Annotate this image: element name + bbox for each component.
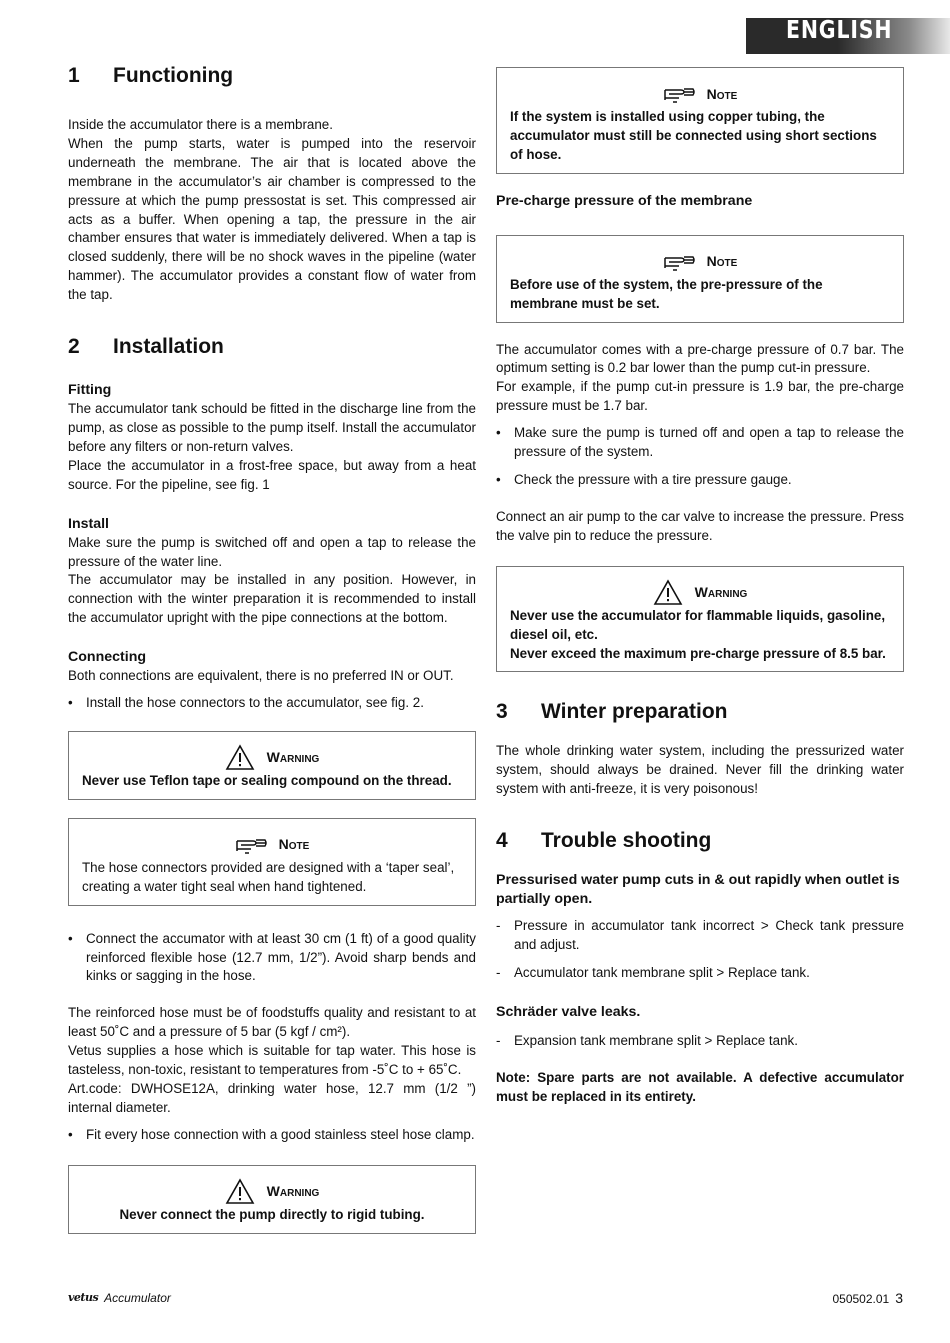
subheading-fitting: Fitting	[68, 382, 112, 399]
warning-label: Warning	[266, 1183, 320, 1200]
paragraph: The accumulator may be installed in any position. However, in connection with the winter preparation it is recommended to install the accumulator upright with the pipe connections at the bottom.	[68, 572, 476, 626]
paragraph: The accumulator tank schould be fitted in the discharge line from the pump, as close as possible to the pump itself. Install the accumulator before any filters or non-return valves.	[68, 401, 476, 454]
dash-list	[496, 917, 904, 983]
warning-box-rigid-tubing	[68, 1165, 476, 1234]
paragraph: When the pump starts, water is pumped into the reservoir underneath the membrane. The air that is located above the membrane in the accumulator’s air chamber is compressed to the pressure at which the pump pressostat is set. This compressed air acts as a buffer. When opening a tap, the pressure in the air chamber ensures that water is immediately delivered. When a tap is closed suddenly, there will be no shock waves in the pipeline (water hammer). The accumulator provides a constant flow of water from the tap.	[68, 135, 476, 303]
right-column	[496, 67, 904, 1107]
list-item: • Connect the accumator with at least 30 cm (1 ft) of a good quality reinforced flexible hose (12.7 mm, 1/2”). Avoid sharp bends and kinks or sagging in the hose.	[68, 930, 476, 987]
paragraph: Art.code: DWHOSE12A, drinking water hose, 12.7 mm (1/2 ”) internal diameter.	[68, 1081, 476, 1115]
warning-text: Never connect the pump directly to rigid tubing.	[119, 1206, 425, 1222]
list-item: • Check the pressure with a tire pressure gauge.	[496, 471, 904, 490]
paragraph: The accumulator comes with a pre-charge pressure of 0.7 bar. The optimum setting is 0.2 bar lower than the pump cut-in pressure.	[496, 341, 904, 376]
warning-header	[82, 1178, 462, 1206]
list-item: • Make sure the pump is turned off and open a tap to release the pressure of the system.	[496, 424, 904, 462]
warning-triangle-icon	[225, 1178, 255, 1205]
language-tab	[746, 15, 950, 54]
pointing-hand-icon	[663, 252, 695, 272]
paragraph: Inside the accumulator there is a membrane.	[68, 117, 333, 132]
note-box-copper	[496, 67, 904, 174]
note-header	[510, 80, 890, 108]
list-item: - Pressure in accumulator tank incorrect > Check tank pressure and adjust.	[496, 917, 904, 955]
footer-left	[68, 1289, 171, 1308]
section-title: Installation	[113, 335, 224, 359]
bullet-list	[68, 1126, 476, 1145]
note-text: If the system is installed using copper tubing, the accumulator must still be connected using short sections of hose.	[510, 109, 877, 162]
section-number: 2	[68, 335, 80, 359]
language-label: ENGLISH	[786, 15, 893, 44]
paragraph: Connect an air pump to the car valve to increase the pressure. Press the valve pin to reduce the pressure.	[496, 508, 904, 543]
warning-text: Never exceed the maximum pre-charge pressure of 8.5 bar.	[510, 645, 886, 661]
list-item: - Accumulator tank membrane split > Replace tank.	[496, 964, 904, 983]
warning-triangle-icon	[225, 744, 255, 771]
section-number: 4	[496, 829, 508, 853]
subheading-install: Install	[68, 515, 109, 532]
paragraph: The whole drinking water system, including the pressurized water system, should always be drained. Never fill the drinking water system with anti-freeze, it is very poisonous!	[496, 743, 904, 797]
bullet-list	[496, 424, 904, 490]
pointing-hand-icon	[663, 84, 695, 104]
warning-box-teflon	[68, 731, 476, 800]
note-label: Note	[278, 836, 310, 853]
page-number: 3	[895, 1290, 903, 1306]
subheading-connecting: Connecting	[68, 649, 147, 666]
section-number: 1	[68, 64, 80, 87]
warning-label: Warning	[266, 749, 320, 766]
note-text: The hose connectors provided are designed with a ‘taper seal’, creating a water tight seal when hand tightened.	[82, 859, 455, 894]
section-title: Winter preparation	[541, 700, 728, 724]
subheading-precharge: Pre-charge pressure of the membrane	[496, 192, 753, 209]
section-4-heading	[496, 825, 904, 857]
note-box-connectors	[68, 818, 476, 906]
paragraph: For example, if the pump cut-in pressure is 1.9 bar, the pre-charge pressure must be 1.7 bar.	[496, 379, 904, 414]
note-label: Note	[706, 253, 738, 270]
warning-triangle-icon	[653, 579, 683, 606]
warning-box-flammable	[496, 566, 904, 673]
left-column	[68, 60, 476, 1234]
section-1-heading	[68, 60, 476, 92]
section-2-heading	[68, 331, 476, 363]
note-text: Before use of the system, the pre-pressure of the membrane must be set.	[510, 276, 823, 311]
section-title: Trouble shooting	[541, 829, 712, 853]
warning-label: Warning	[694, 584, 748, 601]
paragraph: Vetus supplies a hose which is suitable for tap water. This hose is tasteless, non-toxic, resistant to temperatures from -5˚C to + 65˚C.	[68, 1043, 476, 1078]
list-item: - Expansion tank membrane split > Replace tank.	[496, 1032, 904, 1051]
note-header	[82, 831, 462, 859]
vetus-logo: vetus	[68, 1291, 99, 1304]
note-label: Note	[706, 85, 738, 102]
note-box-prepressure	[496, 235, 904, 323]
footer-code: 050502.01	[832, 1292, 890, 1306]
warning-text: Never use Teflon tape or sealing compound on the thread.	[82, 772, 452, 788]
pointing-hand-icon	[235, 835, 267, 855]
warning-header	[510, 579, 890, 607]
warning-header	[82, 744, 462, 772]
list-item: • Install the hose connectors to the accumulator, see fig. 2.	[68, 694, 476, 713]
trouble-note: Note: Spare parts are not available. A defective accumulator must be replaced in its entirety.	[496, 1069, 904, 1104]
section-number: 3	[496, 700, 508, 724]
subheading-trouble-2: Schräder valve leaks.	[496, 1003, 641, 1020]
footer-product: Accumulator	[104, 1291, 171, 1305]
subheading-trouble-1: Pressurised water pump cuts in & out rapidly when outlet is partially open.	[496, 872, 900, 908]
footer-right	[832, 1289, 903, 1309]
paragraph: Place the accumulator in a frost-free space, but away from a heat source. For the pipeline, see fig. 1	[68, 457, 476, 492]
section-title: Functioning	[113, 64, 234, 87]
warning-text: Never use the accumulator for flammable liquids, gasoline, diesel oil, etc.	[510, 607, 886, 642]
paragraph: Both connections are equivalent, there is no preferred IN or OUT.	[68, 668, 454, 684]
paragraph: The reinforced hose must be of foodstuffs quality and resistant to at least 50˚C and a pressure of 5 bar (5 kgf / cm²).	[68, 1005, 476, 1040]
list-item: • Fit every hose connection with a good stainless steel hose clamp.	[68, 1126, 476, 1145]
bullet-list	[68, 694, 476, 713]
paragraph: Make sure the pump is switched off and open a tap to release the pressure of the water line.	[68, 534, 476, 569]
note-header	[510, 248, 890, 276]
dash-list	[496, 1032, 904, 1051]
bullet-list	[68, 930, 476, 987]
section-3-heading	[496, 696, 904, 728]
